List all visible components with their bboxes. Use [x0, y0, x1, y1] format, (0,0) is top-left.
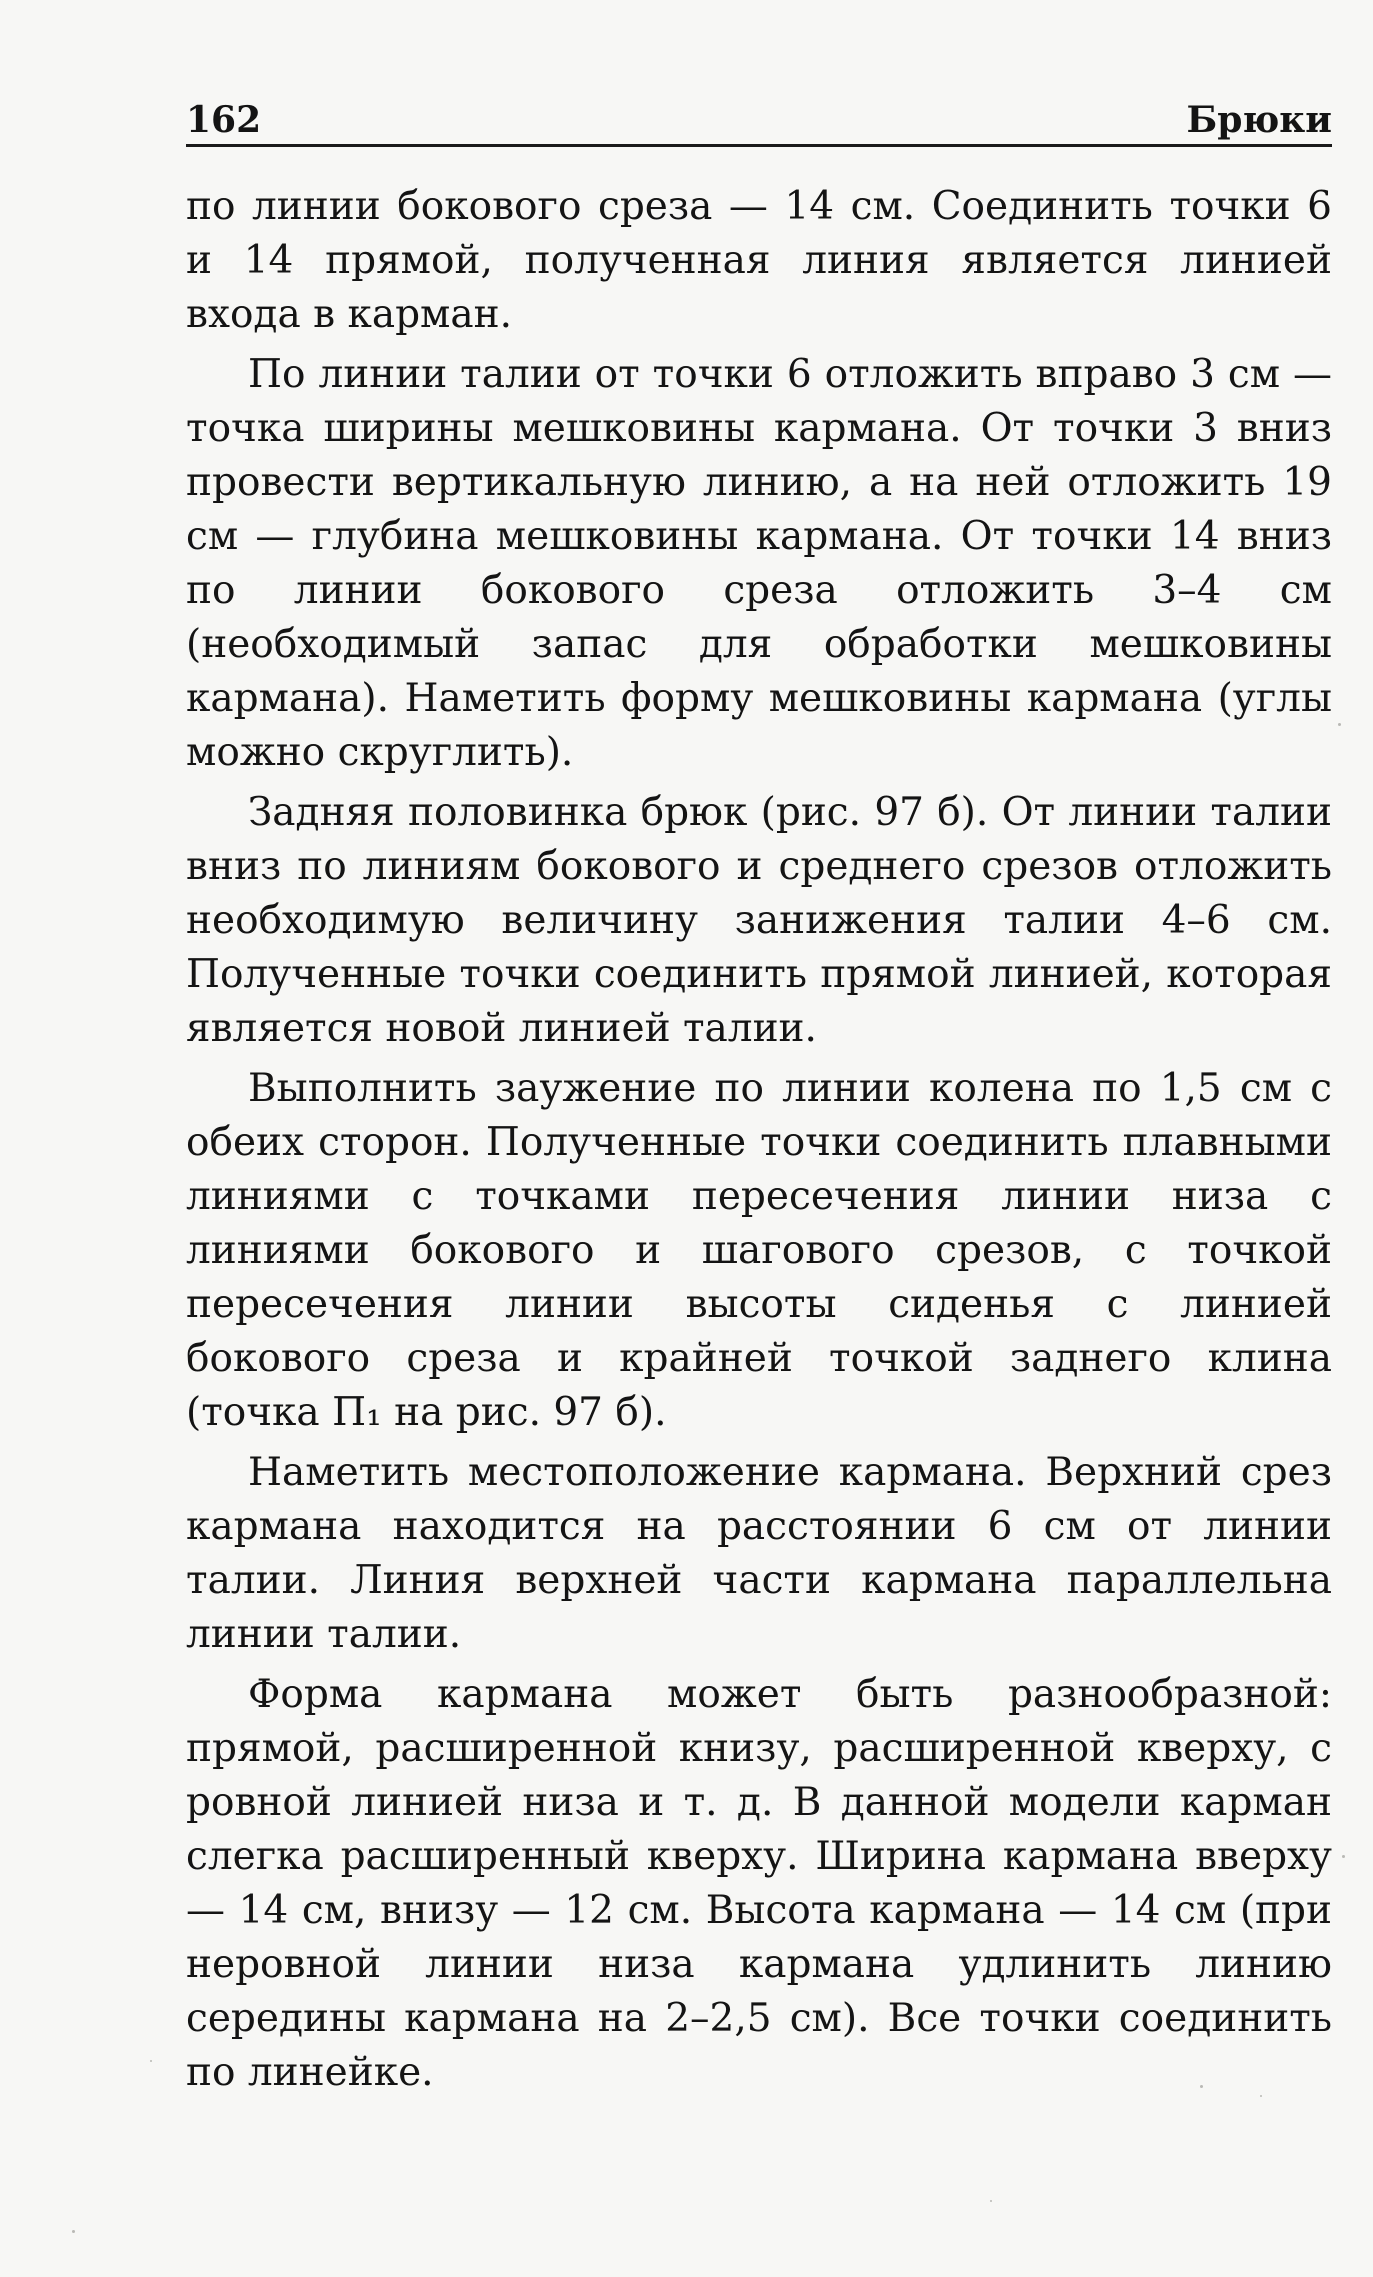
- scan-speck: [1342, 1855, 1345, 1858]
- page-number: 162: [186, 99, 262, 141]
- body-text: [186, 180, 1332, 2106]
- paragraph-knee-narrowing: Выполнить заужение по линии колена по 1,5 см с обеих сторон. Полученные точки соединить плавными линиями с точками пересечения линии низа с линиями бокового и шагового срезов, с точкой пересечения линии высоты сиденья с линией бокового среза и крайней точкой заднего клина (точка П₁ на рис. 97 б).: [186, 1066, 1332, 1435]
- scan-speck: [990, 2200, 992, 2202]
- paragraph-back-half: Задняя половинка брюк (рис. 97 б). От линии талии вниз по линиям бокового и среднего срезов отложить необходимую величину занижения талии 4–6 см. Полученные точки соединить прямой линией, которая является новой линией талии.: [186, 790, 1332, 1051]
- scan-speck: [1260, 2095, 1262, 2097]
- page-header: [186, 98, 1332, 147]
- paragraph-continuation: по линии бокового среза — 14 см. Соединить точки 6 и 14 прямой, полученная линия является линией входа в карман.: [186, 184, 1332, 337]
- paragraph-pocket-location: Наметить местоположение кармана. Верхний срез кармана находится на расстоянии 6 см от линии талии. Линия верхней части кармана параллельна линии талии.: [186, 1450, 1332, 1657]
- paragraph-pocket-bag: По линии талии от точки 6 отложить вправо 3 см — точка ширины мешковины кармана. От точки 3 вниз провести вертикальную линию, а на ней отложить 19 см — глубина мешковины кармана. От точки 14 вниз по линии бокового среза отложить 3–4 см (необходимый запас для обработки мешковины кармана). Наметить форму мешковины кармана (углы можно скруглить).: [186, 352, 1332, 775]
- scan-speck: [72, 2230, 75, 2233]
- scan-speck: [1338, 723, 1341, 726]
- running-title: Брюки: [1186, 99, 1332, 141]
- paragraph-pocket-shape: Форма кармана может быть разнообразной: прямой, расширенной книзу, расширенной кверху, с ровной линией низа и т. д. В данной модели карман слегка расширенный кверху. Ширина кармана вверху — 14 см, внизу — 12 см. Высота кармана — 14 см (при неровной линии низа кармана удлинить линию середины кармана на 2–2,5 см). Все точки соединить по линейке.: [186, 1672, 1332, 2095]
- scan-speck: [150, 2060, 152, 2062]
- scan-speck: [1200, 2085, 1203, 2088]
